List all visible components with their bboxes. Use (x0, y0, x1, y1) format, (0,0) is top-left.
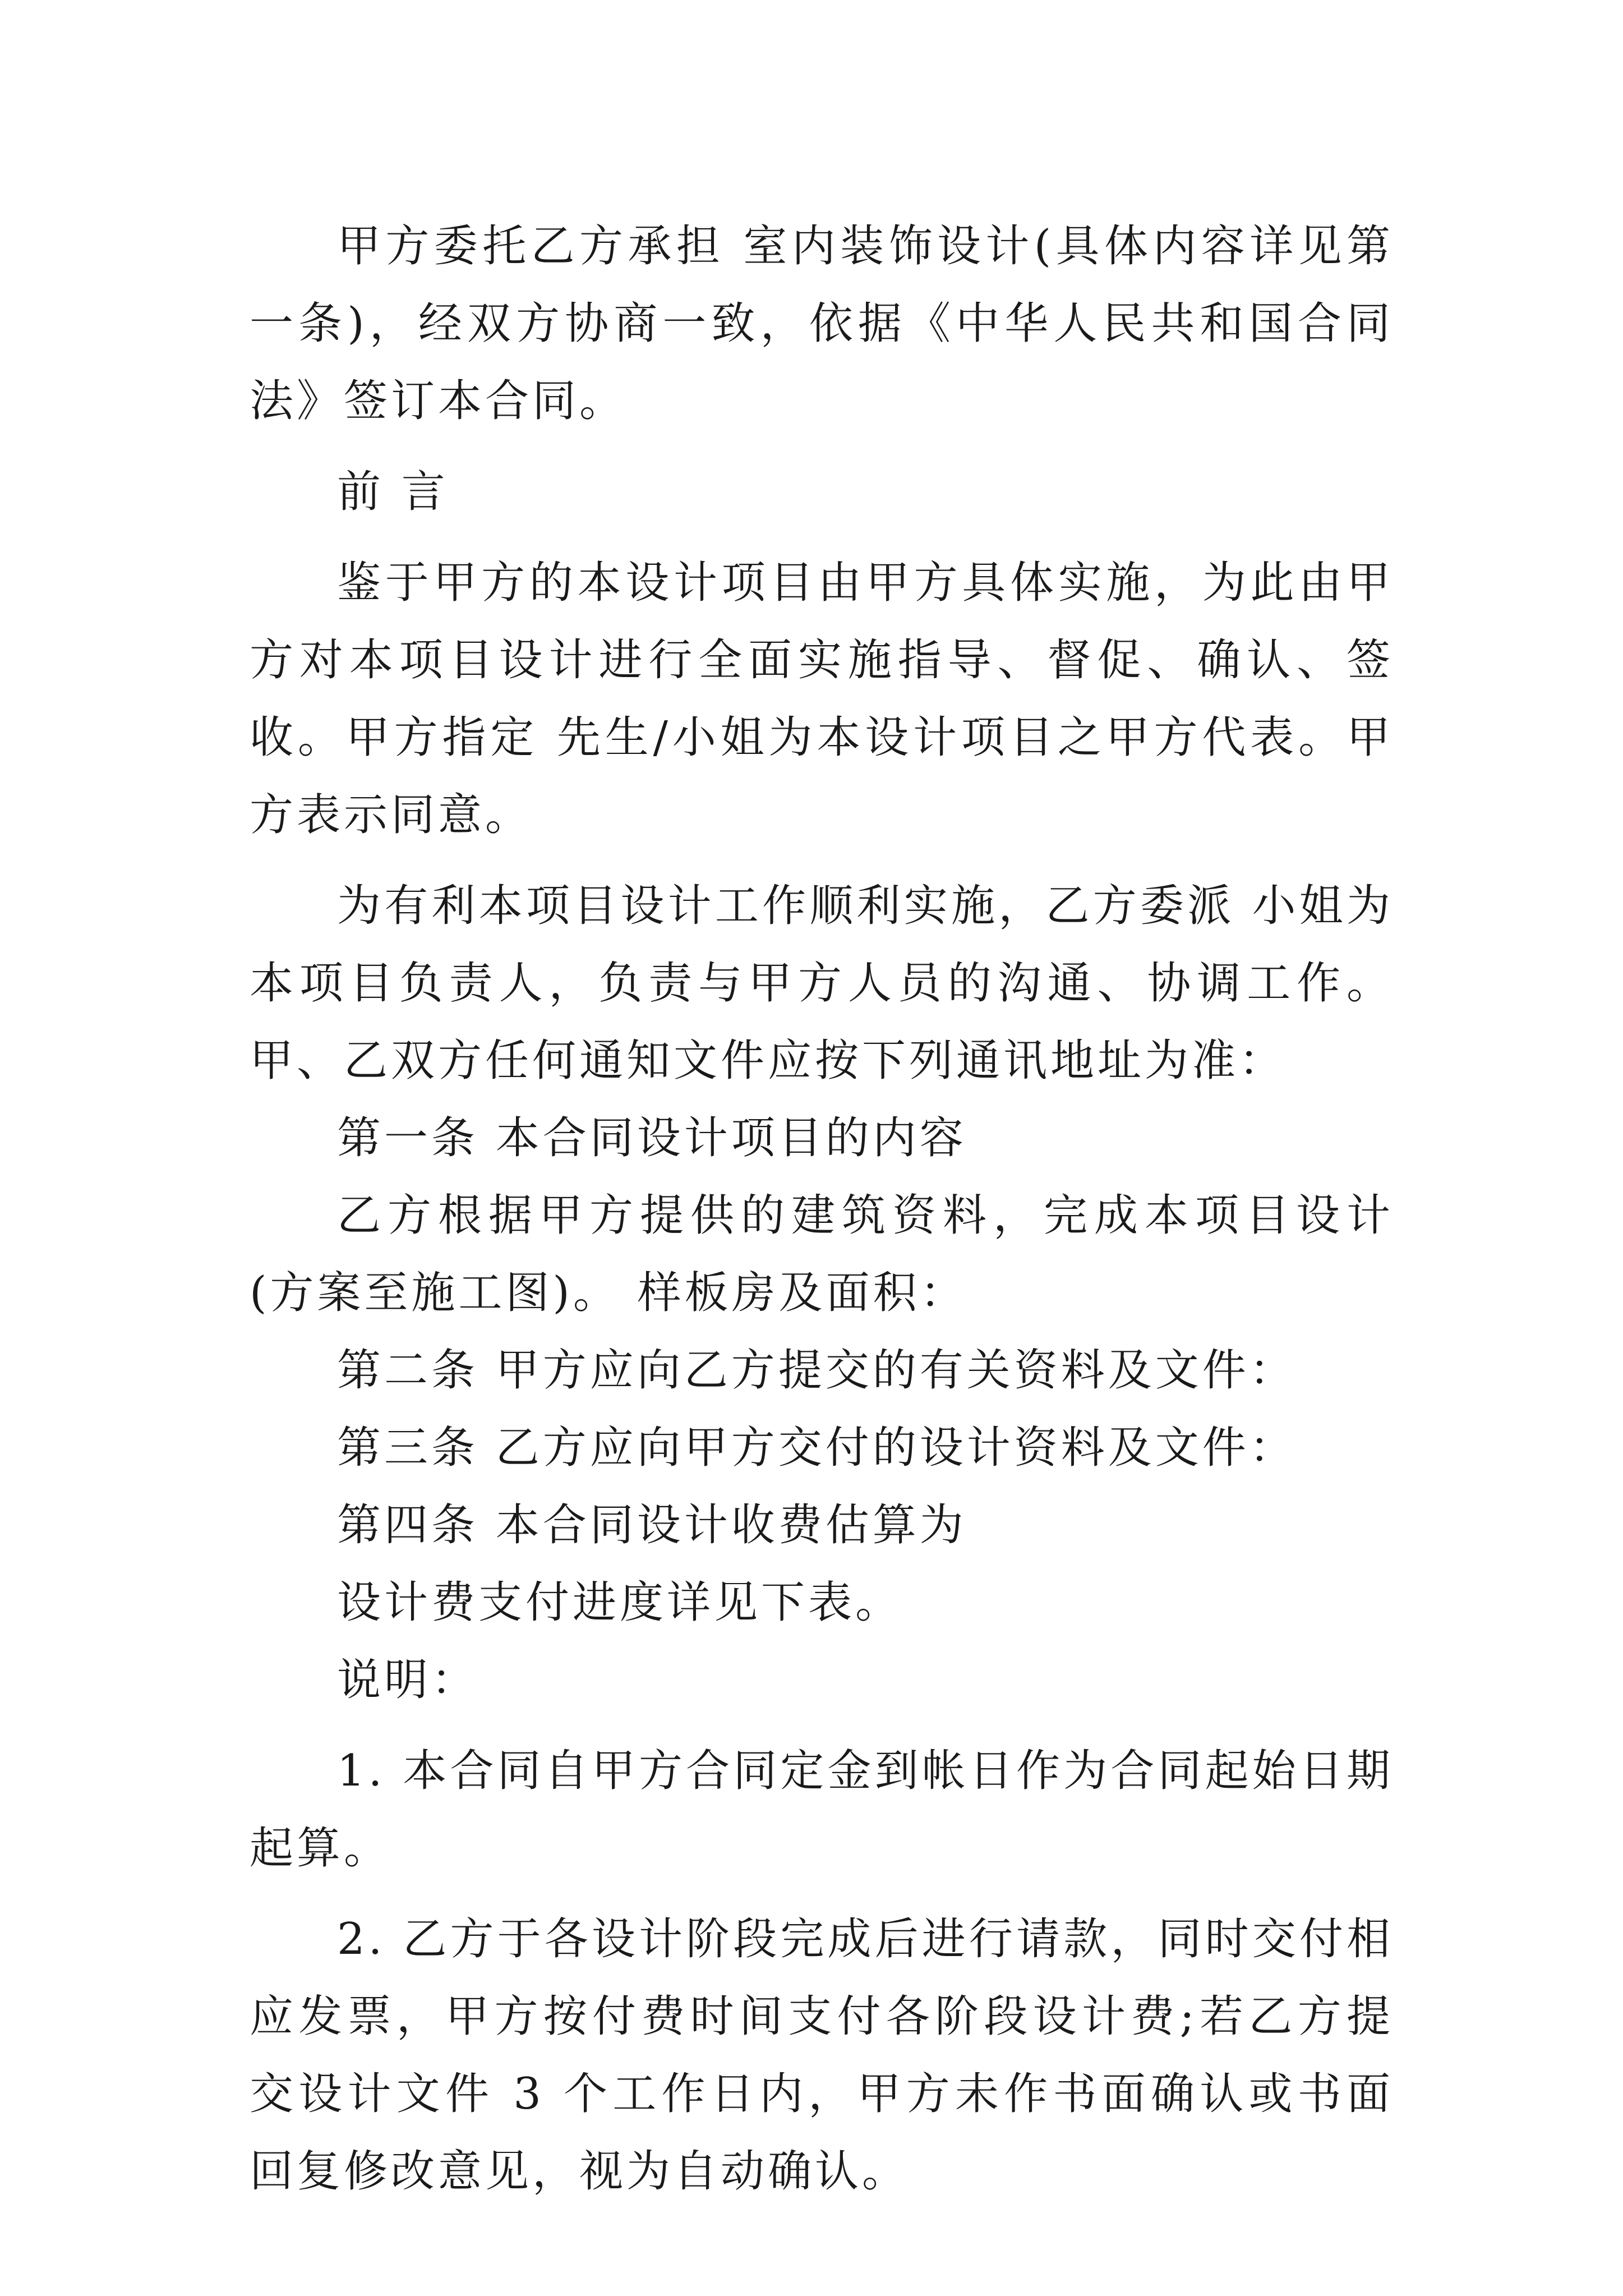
note-item-2: 2. 乙方于各设计阶段完成后进行请款，同时交付相应发票，甲方按付费时间支付各阶段设计费;若乙方提交设计文件 3 个工作日内，甲方未作书面确认或书面回复修改意见，视为自动确认。 (250, 1914, 1394, 2197)
preface-paragraph-1: 鉴于甲方的本设计项目由甲方具体实施，为此由甲方对本项目设计进行全面实施指导、督促、确认、签收。甲方指定 先生/小姐为本设计项目之甲方代表。甲方表示同意。 (250, 558, 1394, 840)
article-3-heading: 第三条 乙方应向甲方交付的设计资料及文件： (337, 1423, 1297, 1473)
article-1-heading: 第一条 本合同设计项目的内容 (337, 1113, 967, 1163)
notes-heading: 说明： (337, 1655, 479, 1705)
article-4-heading: 第四条 本合同设计收费估算为 (337, 1500, 967, 1550)
preface-heading: 前 言 (337, 467, 449, 517)
preface-paragraph-2: 为有利本项目设计工作顺利实施，乙方委派 小姐为本项目负责人，负责与甲方人员的沟通、协调工作。甲、乙双方任何通知文件应按下列通讯地址为准： (250, 881, 1394, 1086)
fee-schedule-note: 设计费支付进度详见下表。 (337, 1577, 903, 1628)
note-item-1: 1. 本合同自甲方合同定金到帐日作为合同起始日期起算。 (250, 1746, 1394, 1874)
article-1-paragraph: 乙方根据甲方提供的建筑资料，完成本项目设计(方案至施工图)。 样板房及面积： (250, 1190, 1394, 1318)
document-body (250, 208, 1394, 2210)
intro-paragraph: 甲方委托乙方承担 室内装饰设计(具体内容详见第一条)，经双方协商一致，依据《中华人民共和国合同法》签订本合同。 (250, 221, 1394, 426)
article-2-heading: 第二条 甲方应向乙方提交的有关资料及文件： (337, 1345, 1297, 1396)
